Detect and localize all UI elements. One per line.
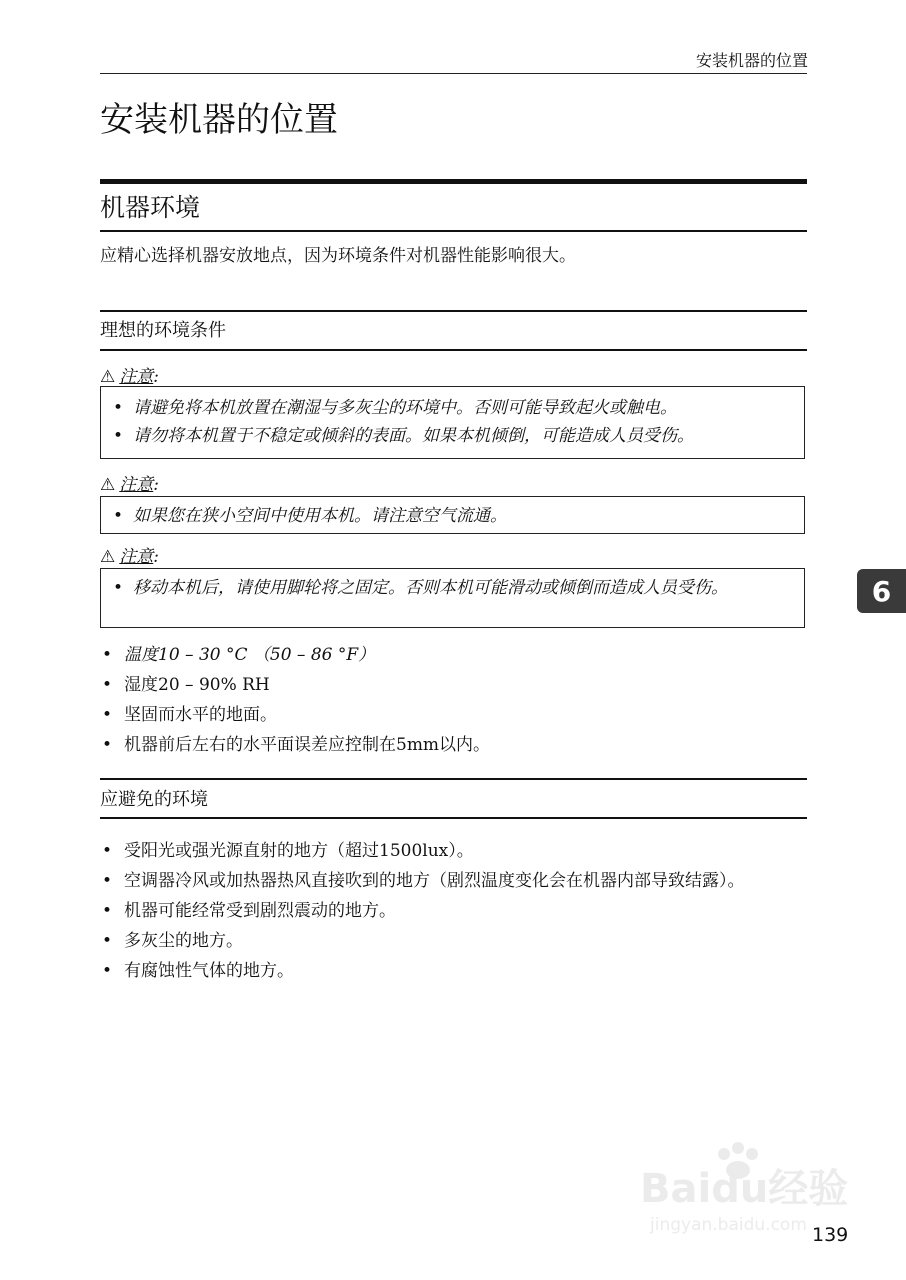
warning-triangle-icon: ⚠ xyxy=(100,367,116,387)
caution-label: ⚠ 注意: xyxy=(100,547,159,567)
caution-item: • 请勿将本机置于不稳定或倾斜的表面。如果本机倾倒，可能造成人员受伤。 xyxy=(113,426,694,446)
caution-box xyxy=(100,568,805,628)
caution-box xyxy=(100,386,805,459)
section-rule-bottom xyxy=(100,230,807,232)
warning-triangle-icon: ⚠ xyxy=(100,547,116,567)
avoid-list xyxy=(100,836,790,986)
section-title: 机器环境 xyxy=(100,193,201,222)
conditions-list xyxy=(100,640,807,760)
caution-label: ⚠ 注意: xyxy=(100,367,159,387)
running-header: 安装机器的位置 xyxy=(695,51,808,70)
list-item: • 湿度20 – 90% RH xyxy=(102,675,270,695)
list-item: • 有腐蚀性气体的地方。 xyxy=(102,961,294,981)
subsection-rule-bottom xyxy=(100,817,807,819)
list-item: • 坚固而水平的地面。 xyxy=(102,705,277,725)
chapter-tab: 6 xyxy=(857,569,906,613)
subsection-title-ideal: 理想的环境条件 xyxy=(100,320,226,341)
list-item: • 空调器冷风或加热器热风直接吹到的地方（剧烈温度变化会在机器内部导致结露）。 xyxy=(102,871,745,891)
watermark-brand: Baidu经验 xyxy=(640,1166,849,1212)
header-rule xyxy=(100,73,807,74)
subsection-rule-top xyxy=(100,778,807,780)
caution-item: • 移动本机后，请使用脚轮将之固定。否则本机可能滑动或倾倒而造成人员受伤。 xyxy=(113,578,728,598)
section-intro: 应精心选择机器安放地点，因为环境条件对机器性能影响很大。 xyxy=(100,246,576,266)
caution-label: ⚠ 注意: xyxy=(100,475,159,495)
page-number: 139 xyxy=(812,1224,849,1246)
list-item: • 机器可能经常受到剧烈震动的地方。 xyxy=(102,901,396,921)
subsection-rule-bottom xyxy=(100,349,807,351)
list-item: • 温度10 – 30 °C （50 – 86 °F） xyxy=(102,645,376,665)
caution-item: • 请避免将本机放置在潮湿与多灰尘的环境中。否则可能导致起火或触电。 xyxy=(113,398,677,418)
caution-item: • 如果您在狭小空间中使用本机。请注意空气流通。 xyxy=(113,506,507,526)
list-item: • 受阳光或强光源直射的地方（超过1500lux）。 xyxy=(102,841,474,861)
subsection-title-avoid: 应避免的环境 xyxy=(100,789,208,810)
list-item: • 机器前后左右的水平面误差应控制在5mm以内。 xyxy=(102,735,491,755)
section-rule-top xyxy=(100,179,807,184)
watermark-url: jingyan.baidu.com xyxy=(650,1215,807,1235)
warning-triangle-icon: ⚠ xyxy=(100,475,116,495)
caution-box xyxy=(100,496,805,534)
subsection-rule-top xyxy=(100,310,807,312)
list-item: • 多灰尘的地方。 xyxy=(102,931,243,951)
page-title: 安装机器的位置 xyxy=(100,100,338,140)
